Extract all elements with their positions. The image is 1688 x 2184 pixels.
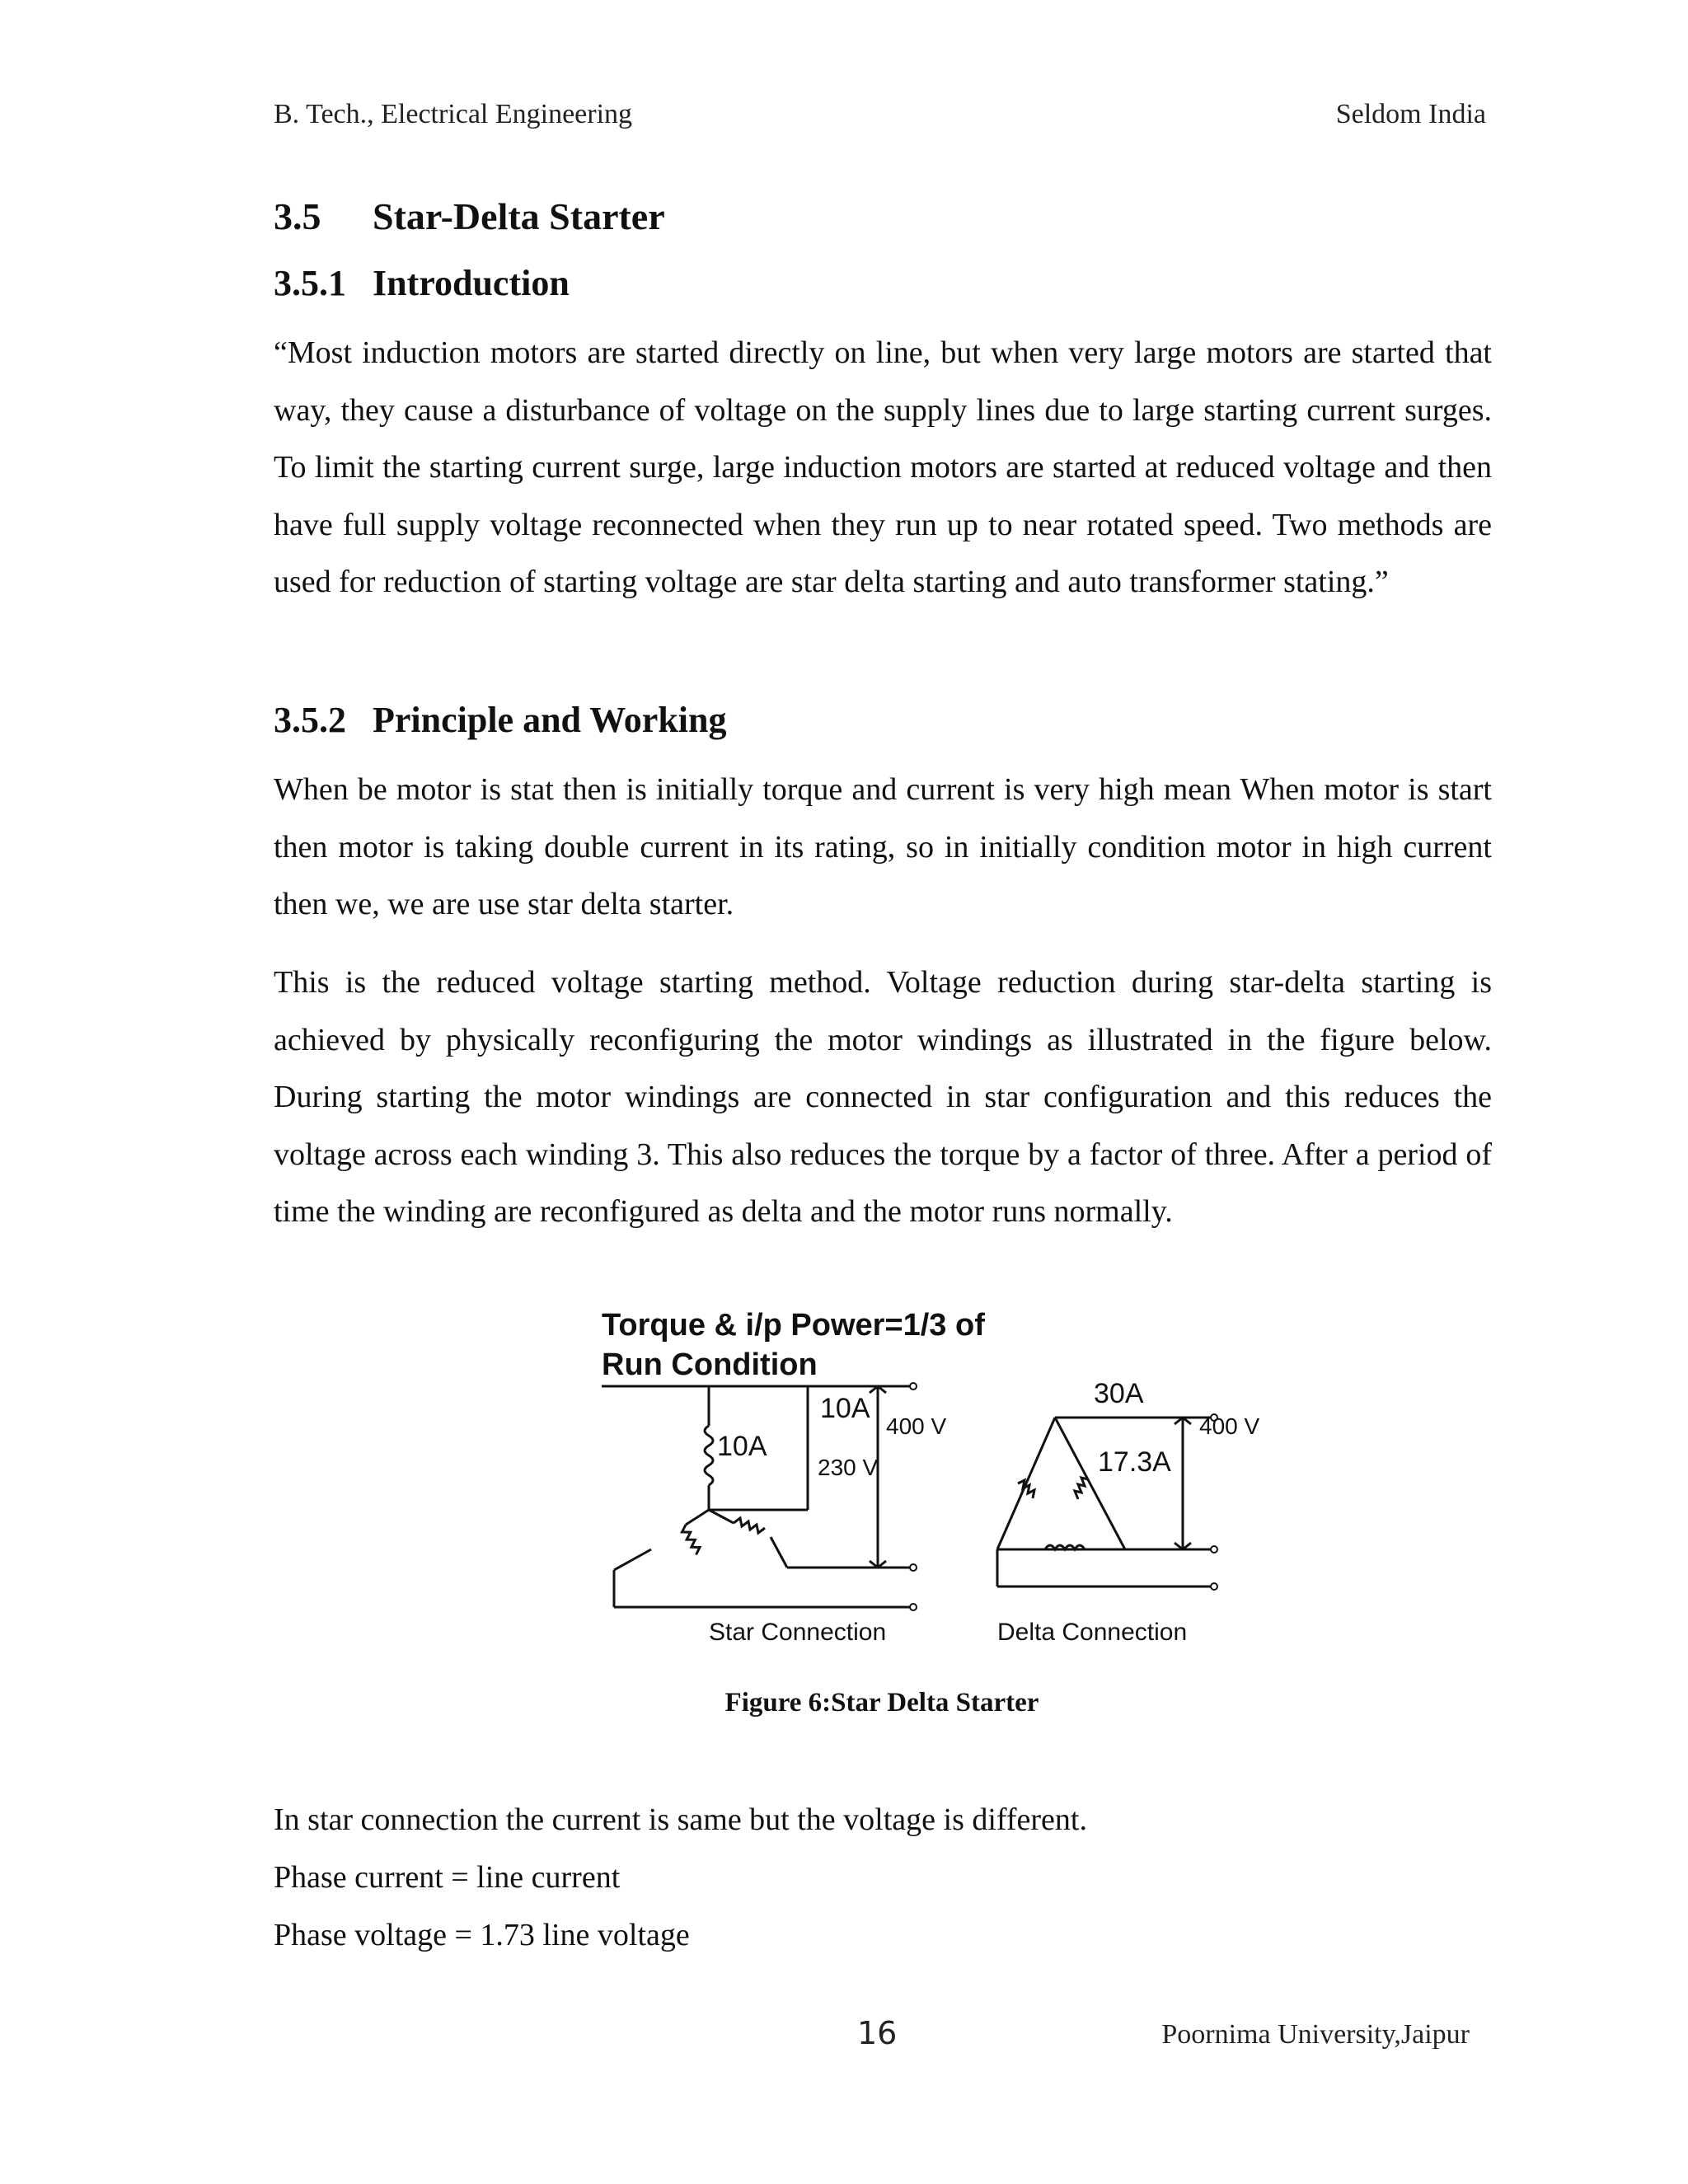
principle-paragraph-2: This is the reduced voltage starting method. Voltage reduction during star-delta starting is achieved by physically reconfiguring the motor windings as illustrated in the figure below. During starting the motor windings are connected in star configuration and this reduces the voltage across each winding 3. This also reduces the torque by a factor of three. After a period of time the winding are reconfigured as delta and the motor runs normally. (274, 965, 1492, 1229)
star-phase-current: 10A (717, 1431, 767, 1462)
star-line-voltage: 400 V (886, 1413, 947, 1439)
delta-connection-circuit (997, 1418, 1212, 1586)
principle-heading (274, 699, 727, 741)
star-connection-label: Star Connection (709, 1619, 887, 1646)
figure-title-line1: Torque & i/p Power=1/3 of (602, 1308, 985, 1343)
note-line-1: In star connection the current is same but the voltage is different. (274, 1802, 1087, 1837)
principle-paragraph-1: When be motor is stat then is initially torque and current is very high mean When motor is start then motor is taking double current in its rating, so in initially condition motor in high current then we, we are use star delta starter. (274, 772, 1492, 921)
header-org: Seldom India (1335, 99, 1486, 129)
note-line-3: Phase voltage = 1.73 line voltage (274, 1918, 690, 1952)
delta-terminals (1211, 1414, 1217, 1590)
footer-institution: Poornima University,Jaipur (1161, 2019, 1470, 2050)
header-course: B. Tech., Electrical Engineering (274, 99, 633, 129)
star-line-current: 10A (820, 1393, 870, 1424)
note-line-2: Phase current = line current (274, 1860, 621, 1895)
figure-caption: Figure 6:Star Delta Starter (724, 1688, 1039, 1718)
section-heading (274, 194, 665, 238)
section-title: Star-Delta Starter (373, 195, 665, 237)
principle-number: 3.5.2 (274, 700, 346, 740)
star-delta-diagram (593, 1302, 1269, 1657)
delta-line-current: 30A (1094, 1378, 1144, 1409)
section-number: 3.5 (274, 195, 321, 237)
intro-paragraph: “Most induction motors are started directly on line, but when very large motors are started that way, they cause a disturbance of voltage on the supply lines due to large starting current surges. To limit the starting current surge, large induction motors are started at reduced voltage and then have full supply voltage reconnected when they run up to near rotated speed. Two methods are used for reduction of starting voltage are star delta starting and auto transformer stating.” (274, 335, 1492, 599)
delta-phase-current: 17.3A (1098, 1446, 1171, 1478)
delta-line-voltage: 400 V (1199, 1413, 1260, 1439)
intro-title: Introduction (373, 263, 570, 303)
page-number: 16 (857, 2015, 898, 2051)
intro-number: 3.5.1 (274, 263, 346, 303)
intro-heading (274, 262, 570, 304)
star-delta-figure (593, 1302, 1269, 1657)
delta-connection-label: Delta Connection (997, 1619, 1188, 1646)
figure-title-line2: Run Condition (602, 1347, 818, 1382)
principle-title: Principle and Working (373, 700, 727, 740)
star-phase-voltage: 230 V (818, 1455, 879, 1480)
